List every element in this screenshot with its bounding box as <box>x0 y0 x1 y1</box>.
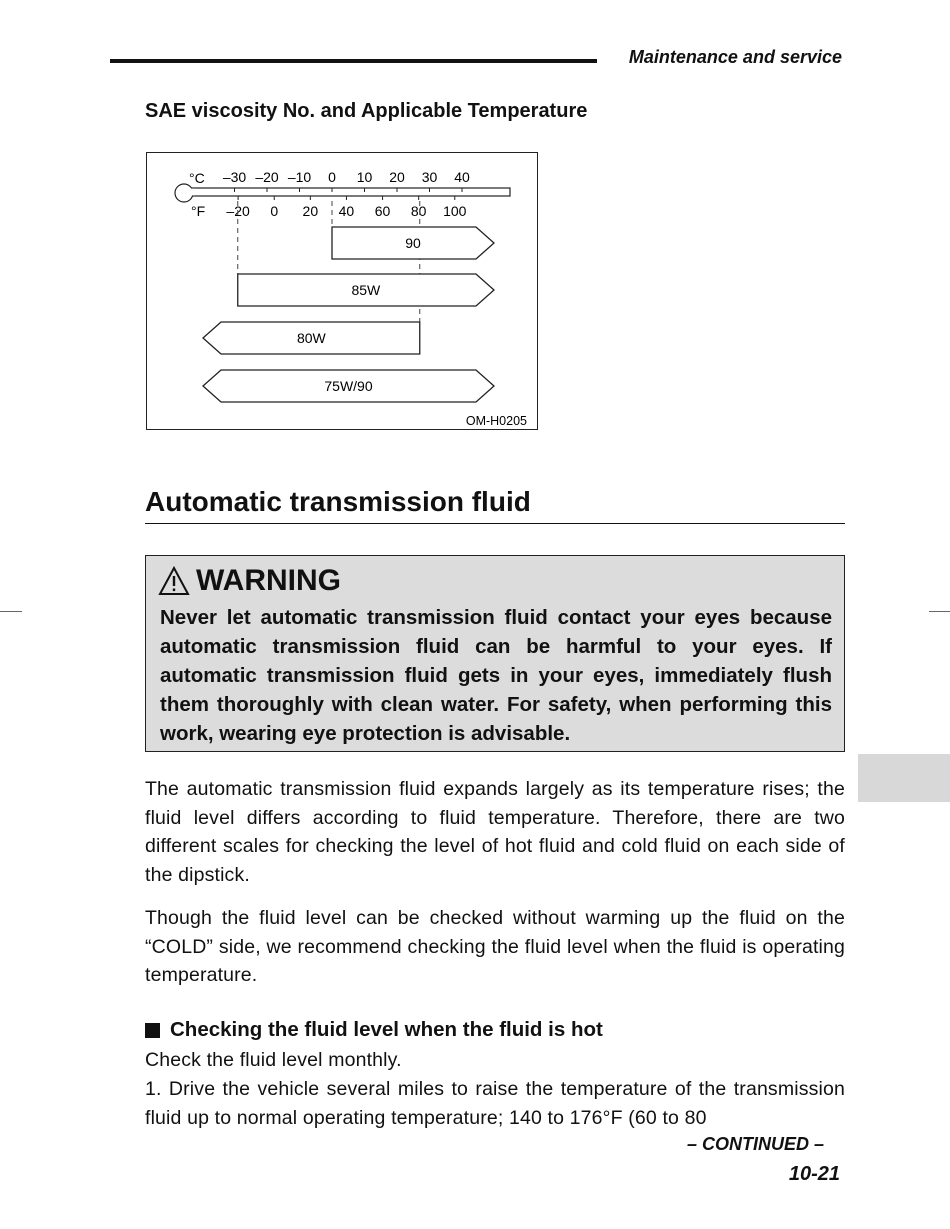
viscosity-bar-label: 85W <box>351 282 381 298</box>
fahrenheit-ticks <box>226 196 466 219</box>
fahrenheit-tick-label: 20 <box>302 203 319 219</box>
fahrenheit-tick-label: 80 <box>410 203 427 219</box>
viscosity-bar-label: 75W/90 <box>324 378 373 394</box>
warning-text: Never let automatic transmission fluid contact your eyes because automatic transmission fluid can be harmful to your eyes. If automatic transmission fluid gets in your eyes, immediately flush them thoroughly with clean water. For safety, when performing this work, wearing eye protection is advisable. <box>160 606 832 745</box>
hot-check-heading <box>145 1018 603 1042</box>
warning-heading <box>158 564 341 598</box>
sae-viscosity-chart <box>146 152 538 430</box>
warning-triangle-icon <box>158 566 190 596</box>
thermometer-tube <box>183 188 510 196</box>
celsius-unit-label: °C <box>189 170 205 186</box>
warning-label: WARNING <box>196 564 341 597</box>
fahrenheit-tick-label: –20 <box>226 203 250 219</box>
celsius-tick-label: 30 <box>421 169 438 185</box>
chapter-tab <box>858 754 950 802</box>
fahrenheit-unit-label: °F <box>191 203 206 219</box>
crop-mark-left <box>0 611 22 612</box>
celsius-tick-label: –30 <box>222 169 247 185</box>
header-rule <box>110 59 597 63</box>
step-1: 1. Drive the vehicle several miles to raise the temperature of the transmission fluid up to normal operating temperature; 140 to 176°F (60 to 80 <box>145 1078 845 1129</box>
celsius-tick-label: 0 <box>328 169 336 185</box>
fahrenheit-tick-label: 60 <box>374 203 391 219</box>
viscosity-bars <box>203 227 494 402</box>
section-header: Maintenance and service <box>628 47 842 67</box>
page-number: 10-21 <box>788 1163 840 1185</box>
paragraph-expansion: The automatic transmission fluid expands largely as its temperature rises; the fluid level differs according to fluid temperature. Therefore, there are two different scales for checking the level of hot fluid and cold fluid on each side of the dipstick. <box>145 778 845 886</box>
thermometer-joint <box>183 189 195 196</box>
chart-canvas <box>147 153 539 431</box>
celsius-tick-label: 10 <box>356 169 373 185</box>
atf-section-title: Automatic transmission fluid <box>145 486 531 517</box>
hot-check-heading-text: Checking the fluid level when the fluid is hot <box>170 1018 603 1041</box>
celsius-tick-label: 40 <box>454 169 470 185</box>
celsius-tick-label: 20 <box>389 169 405 185</box>
crop-mark-right <box>929 611 950 612</box>
fahrenheit-tick-label: 100 <box>443 203 467 219</box>
warning-box <box>145 555 845 752</box>
sae-chart-title: SAE viscosity No. and Applicable Temperature <box>145 100 588 122</box>
viscosity-bar-label: 90 <box>405 235 421 251</box>
hot-check-monthly: Check the fluid level monthly. <box>145 1049 402 1071</box>
viscosity-bar-label: 80W <box>296 330 326 346</box>
square-bullet-icon <box>145 1023 160 1038</box>
paragraph-cold-side: Though the fluid level can be checked without warming up the fluid on the “COLD” side, we recommend checking the fluid level when the fluid is operating temperature. <box>145 907 845 986</box>
celsius-tick-label: –10 <box>287 169 312 185</box>
chart-code: OM-H0205 <box>465 414 527 428</box>
continued-label: – CONTINUED – <box>686 1134 824 1154</box>
section-rule <box>145 523 845 524</box>
fahrenheit-tick-label: 0 <box>270 203 279 219</box>
fahrenheit-tick-label: 40 <box>338 203 355 219</box>
celsius-tick-label: –20 <box>255 169 279 185</box>
